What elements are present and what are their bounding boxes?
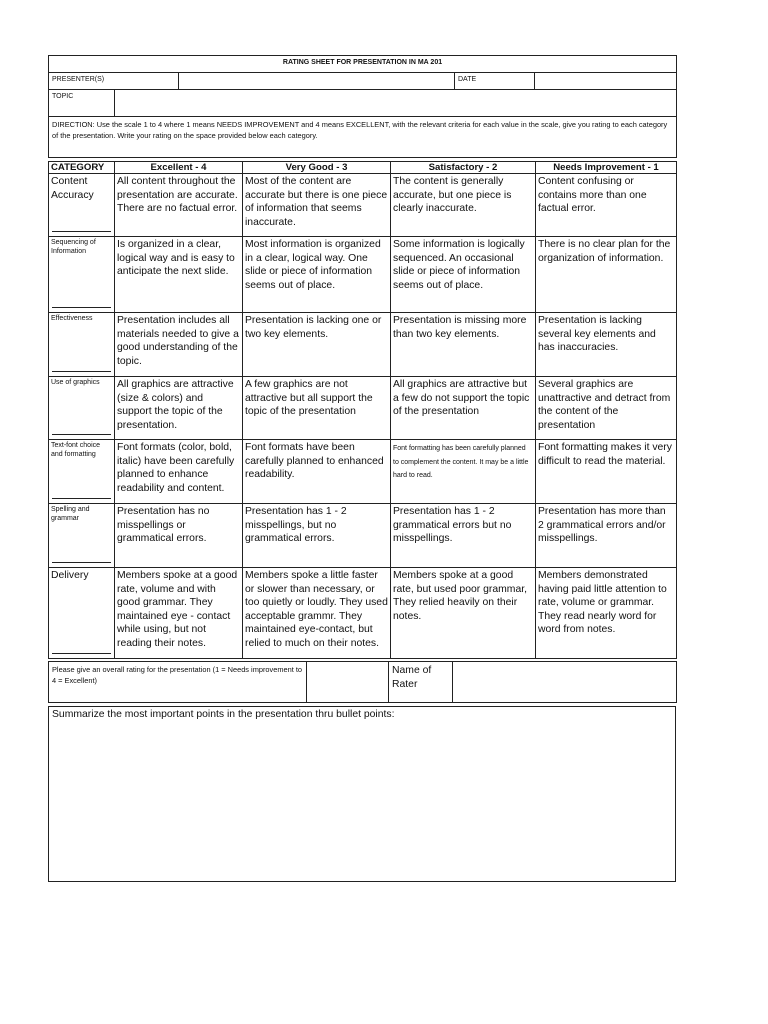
rating-blank-line xyxy=(52,498,111,499)
criteria-very-good: Font formats have been carefully planned to enhanced readability. xyxy=(243,440,391,504)
criteria-needs-improvement: Several graphics are unattractive and detract from the content of the presentation xyxy=(536,377,677,440)
category-label: Text-font choice and formatting xyxy=(51,442,101,458)
date-label: DATE xyxy=(455,73,535,90)
rubric-row-sequencing xyxy=(49,237,677,313)
criteria-satisfactory xyxy=(391,440,536,504)
rating-blank-line xyxy=(52,371,111,372)
criteria-very-good: Presentation has 1 - 2 misspellings, but no grammatical errors. xyxy=(243,504,391,568)
rater-label: Name of Rater xyxy=(389,662,453,703)
criteria-satisfactory: All graphics are attractive but a few do not support the topic of the presentation xyxy=(391,377,536,440)
summary-prompt: Summarize the most important points in the presentation thru bullet points: xyxy=(52,709,395,720)
criteria-excellent: Is organized in a clear, logical way and is easy to anticipate the next slide. xyxy=(115,237,243,313)
rubric-table xyxy=(48,161,677,659)
category-cell[interactable] xyxy=(49,313,115,377)
overall-rating-table xyxy=(48,661,677,703)
criteria-needs-improvement: There is no clear plan for the organization of information. xyxy=(536,237,677,313)
topic-label: TOPIC xyxy=(49,90,115,117)
criteria-satisfactory: Members spoke at a good rate, but used poor grammar, They relied heavily on their notes. xyxy=(391,568,536,659)
overall-rating-prompt: Please give an overall rating for the presentation (1 = Needs improvement to 4 = Excellent) xyxy=(49,662,307,703)
criteria-very-good: Most of the content are accurate but there is one piece of information that seems inaccurate. xyxy=(243,174,391,237)
col-header-category: CATEGORY xyxy=(49,162,115,174)
criteria-excellent: All content throughout the presentation are accurate. There are no factual error. xyxy=(115,174,243,237)
criteria-very-good: Presentation is lacking one or two key elements. xyxy=(243,313,391,377)
direction-text: DIRECTION: Use the scale 1 to 4 where 1 means NEEDS IMPROVEMENT and 4 means EXCELLENT, with the relevant criteria for each value in the scale, give you rating to each category of the presentation. Write your rating on the space provided below each category. xyxy=(49,117,677,158)
category-cell[interactable] xyxy=(49,237,115,313)
category-label: Sequencing of Information xyxy=(51,239,96,255)
criteria-needs-improvement: Members demonstrated having paid little attention to rate, volume or grammar. They read nearly word for word from notes. xyxy=(536,568,677,659)
criteria-excellent: Presentation includes all materials needed to give a good understanding of the topic. xyxy=(115,313,243,377)
presenter-label: PRESENTER(S) xyxy=(49,73,179,90)
col-header-satisfactory: Satisfactory - 2 xyxy=(391,162,536,174)
rating-sheet xyxy=(48,55,676,882)
category-cell[interactable] xyxy=(49,174,115,237)
rubric-row-effectiveness xyxy=(49,313,677,377)
criteria-satisfactory: Presentation has 1 - 2 grammatical errors but no misspellings. xyxy=(391,504,536,568)
criteria-excellent: All graphics are attractive (size & colors) and support the topic of the presentation. xyxy=(115,377,243,440)
criteria-very-good: Most information is organized in a clear, logical way. One slide or piece of information seems out of place. xyxy=(243,237,391,313)
criteria-excellent: Font formats (color, bold, italic) have been carefully planned to enhance readability and content. xyxy=(115,440,243,504)
rating-blank-line xyxy=(52,562,111,563)
category-cell[interactable] xyxy=(49,568,115,659)
category-label: Content Accuracy xyxy=(51,176,94,201)
criteria-excellent: Members spoke at a good rate, volume and with good grammar. They maintained eye - contact while using, but not reading their notes. xyxy=(115,568,243,659)
rater-name-field[interactable] xyxy=(453,662,677,703)
category-label: Delivery xyxy=(51,570,89,581)
criteria-satisfactory: The content is generally accurate, but one piece is clearly inaccurate. xyxy=(391,174,536,237)
criteria-very-good: Members spoke a little faster or slower than necessary, or too quietly or loudly. They used acceptable grammr. They maintained eye-contact, but relied to much on their notes. xyxy=(243,568,391,659)
rubric-header-row xyxy=(49,162,677,174)
summary-table xyxy=(48,706,676,882)
rubric-row-text-font xyxy=(49,440,677,504)
presenter-field[interactable] xyxy=(179,73,455,90)
criteria-excellent: Presentation has no misspellings or grammatical errors. xyxy=(115,504,243,568)
category-label: Use of graphics xyxy=(51,379,100,386)
overall-rating-field[interactable] xyxy=(307,662,389,703)
category-label: Spelling and grammar xyxy=(51,506,90,522)
rating-blank-line xyxy=(52,231,111,232)
criteria-needs-improvement: Presentation has more than 2 grammatical errors and/or misspellings. xyxy=(536,504,677,568)
col-header-excellent: Excellent - 4 xyxy=(115,162,243,174)
category-cell[interactable] xyxy=(49,377,115,440)
topic-field[interactable] xyxy=(115,90,677,117)
rating-blank-line xyxy=(52,653,111,654)
category-cell[interactable] xyxy=(49,504,115,568)
criteria-text: Font formatting has been carefully planned to complement the content. It may be a little hard to read. xyxy=(393,445,529,479)
rubric-row-content-accuracy xyxy=(49,174,677,237)
rating-blank-line xyxy=(52,434,111,435)
criteria-satisfactory: Some information is logically sequenced. An occasional slide or piece of information seems out of place. xyxy=(391,237,536,313)
rubric-row-delivery xyxy=(49,568,677,659)
rating-blank-line xyxy=(52,307,111,308)
sheet-title: RATING SHEET FOR PRESENTATION IN MA 201 xyxy=(49,56,677,73)
criteria-very-good: A few graphics are not attractive but all support the topic of the presentation xyxy=(243,377,391,440)
category-cell[interactable] xyxy=(49,440,115,504)
criteria-needs-improvement: Content confusing or contains more than one factual error. xyxy=(536,174,677,237)
header-table xyxy=(48,55,677,158)
criteria-needs-improvement: Presentation is lacking several key elements and has inaccuracies. xyxy=(536,313,677,377)
category-label: Effectiveness xyxy=(51,315,93,322)
rubric-row-graphics xyxy=(49,377,677,440)
criteria-satisfactory: Presentation is missing more than two key elements. xyxy=(391,313,536,377)
col-header-needs-improvement: Needs Improvement - 1 xyxy=(536,162,677,174)
col-header-very-good: Very Good - 3 xyxy=(243,162,391,174)
rubric-row-spelling xyxy=(49,504,677,568)
summary-box[interactable] xyxy=(49,707,676,882)
criteria-needs-improvement: Font formatting makes it very difficult to read the material. xyxy=(536,440,677,504)
date-field[interactable] xyxy=(535,73,677,90)
